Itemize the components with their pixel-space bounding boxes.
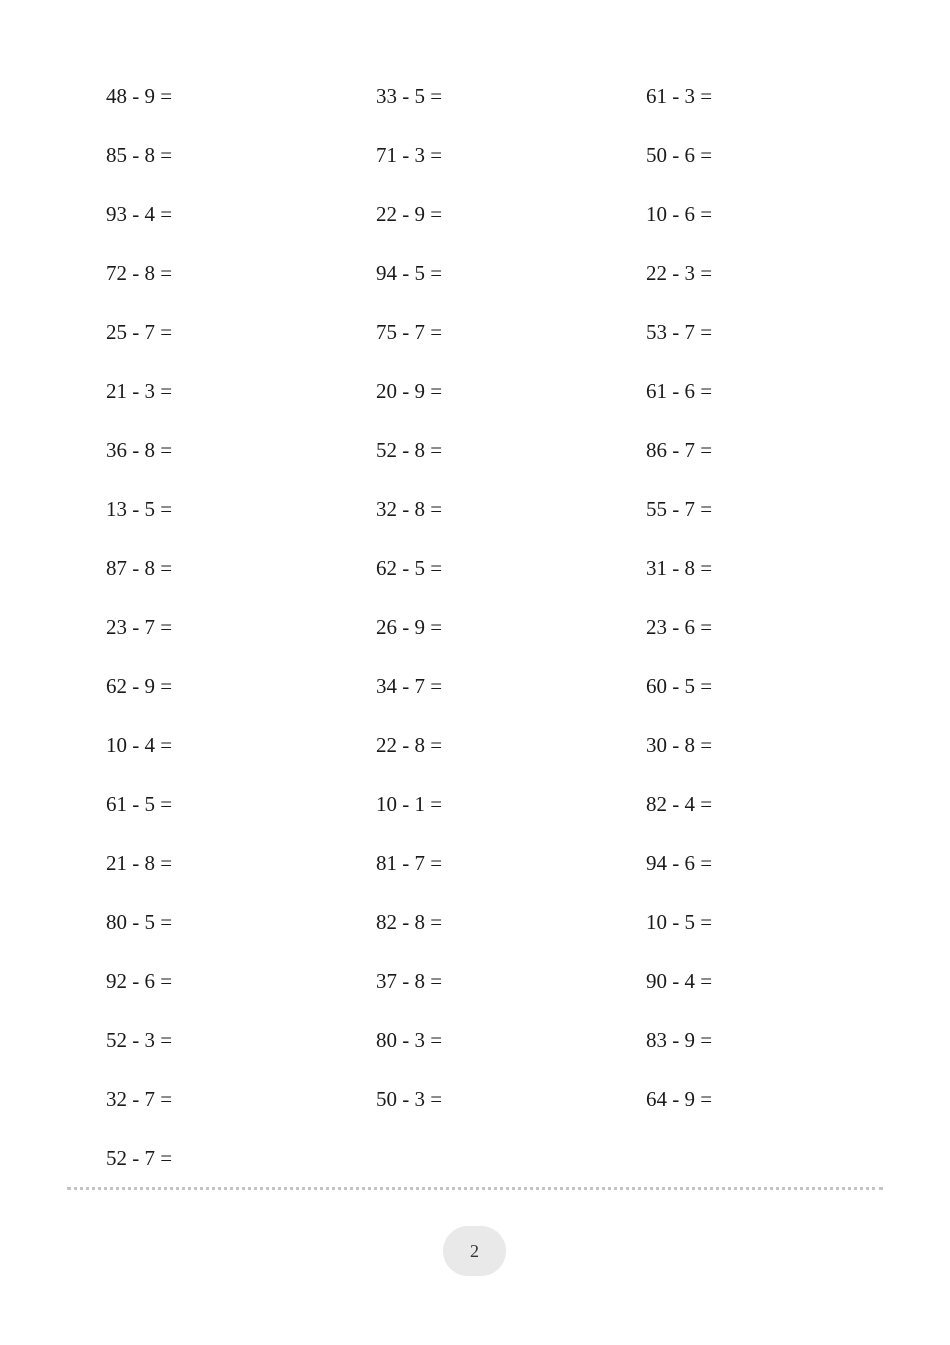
problem: 83 - 9 = <box>646 1028 713 1052</box>
problem: 26 - 9 = <box>376 615 443 639</box>
page-number-badge <box>443 1226 506 1276</box>
problem: 31 - 8 = <box>646 556 713 580</box>
problem: 10 - 4 = <box>106 733 173 757</box>
problem: 25 - 7 = <box>106 320 173 344</box>
problem: 90 - 4 = <box>646 969 713 993</box>
problem: 32 - 8 = <box>376 497 443 521</box>
problem: 80 - 3 = <box>376 1028 443 1052</box>
problem: 52 - 3 = <box>106 1028 173 1052</box>
problem: 71 - 3 = <box>376 143 443 167</box>
problem: 32 - 7 = <box>106 1087 173 1111</box>
problem: 13 - 5 = <box>106 497 173 521</box>
problem: 94 - 6 = <box>646 851 713 875</box>
problem: 50 - 6 = <box>646 143 713 167</box>
problem: 64 - 9 = <box>646 1087 713 1111</box>
problem: 23 - 7 = <box>106 615 173 639</box>
problem: 10 - 5 = <box>646 910 713 934</box>
problem: 62 - 9 = <box>106 674 173 698</box>
problem: 20 - 9 = <box>376 379 443 403</box>
problem: 48 - 9 = <box>106 84 173 108</box>
problem: 82 - 8 = <box>376 910 443 934</box>
page-number: 2 <box>470 1240 479 1261</box>
problem: 62 - 5 = <box>376 556 443 580</box>
problem: 60 - 5 = <box>646 674 713 698</box>
problem: 36 - 8 = <box>106 438 173 462</box>
problem: 72 - 8 = <box>106 261 173 285</box>
problem: 10 - 6 = <box>646 202 713 226</box>
problem: 61 - 5 = <box>106 792 173 816</box>
problem: 61 - 3 = <box>646 84 713 108</box>
problem: 53 - 7 = <box>646 320 713 344</box>
problem: 22 - 9 = <box>376 202 443 226</box>
problem: 92 - 6 = <box>106 969 173 993</box>
problem: 37 - 8 = <box>376 969 443 993</box>
problem: 87 - 8 = <box>106 556 173 580</box>
problem: 93 - 4 = <box>106 202 173 226</box>
problem: 82 - 4 = <box>646 792 713 816</box>
problem: 50 - 3 = <box>376 1087 443 1111</box>
problem: 34 - 7 = <box>376 674 443 698</box>
dotted-divider <box>67 1187 883 1190</box>
problem: 86 - 7 = <box>646 438 713 462</box>
problem: 30 - 8 = <box>646 733 713 757</box>
problem: 21 - 8 = <box>106 851 173 875</box>
problem: 75 - 7 = <box>376 320 443 344</box>
problem-grid <box>106 80 866 1201</box>
problem: 52 - 8 = <box>376 438 443 462</box>
problem: 33 - 5 = <box>376 84 443 108</box>
problem: 61 - 6 = <box>646 379 713 403</box>
problem: 22 - 8 = <box>376 733 443 757</box>
problem: 55 - 7 = <box>646 497 713 521</box>
problem: 22 - 3 = <box>646 261 713 285</box>
problem: 21 - 3 = <box>106 379 173 403</box>
problem: 80 - 5 = <box>106 910 173 934</box>
problem: 94 - 5 = <box>376 261 443 285</box>
problem: 81 - 7 = <box>376 851 443 875</box>
problem: 10 - 1 = <box>376 792 443 816</box>
problem: 52 - 7 = <box>106 1146 173 1170</box>
problem: 85 - 8 = <box>106 143 173 167</box>
problem: 23 - 6 = <box>646 615 713 639</box>
